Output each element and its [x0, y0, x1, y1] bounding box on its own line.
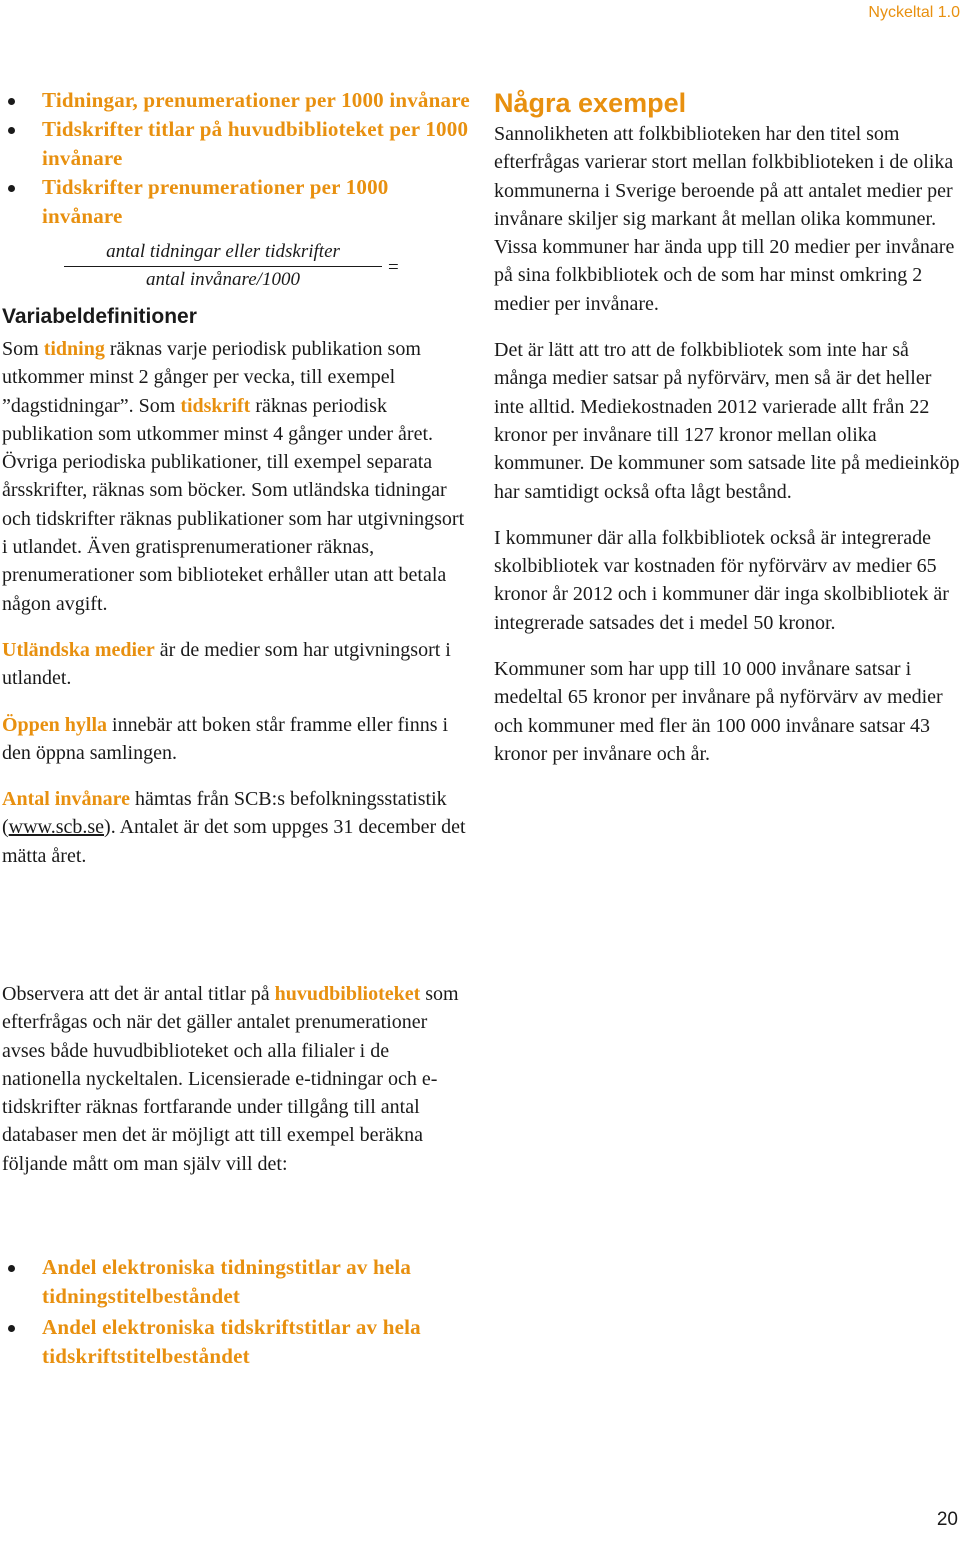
text-run: Observera att det är antal titlar på — [2, 983, 275, 1005]
examples-heading: Några exempel — [494, 88, 687, 118]
indicator-item: Tidskrifter titlar på huvudbiblioteket per 1000 invånare — [2, 115, 470, 173]
term-antal-invanare: Antal invånare — [2, 788, 130, 811]
text-run: är de medier som har utgivningsort i utlandet. — [2, 638, 451, 690]
formula — [64, 241, 470, 291]
text-run: hämtas från SCB:s befolkningsstatistik ( — [2, 788, 447, 839]
indicator-item: Tidningar, prenumerationer per 1000 invånare — [2, 86, 470, 115]
example-paragraph: Det är lätt att tro att de folkbibliotek som inte har så många medier satsar på nyförvärv, men så är det heller inte alltid. Mediekostnaden 2012 varierade allt från 22 kronor per invånare till 127 kronor mellan olika kommuner. De kommuner som satsade lite på medieinköp har samtidigt också ofta lågt bestånd. — [494, 339, 960, 503]
term-utlandska-medier: Utländska medier — [2, 638, 155, 661]
section-heading: Variabeldefinitioner — [2, 305, 197, 328]
note-block — [2, 980, 470, 1178]
text-run: som efterfrågas och när det gäller antalet prenumerationer avses både huvudbiblioteket och alla filialer i de nationella nyckeltalen. Licensierade e-tidningar och e-tidskrifter räknas fortfarande under tillgång till antal databaser men det är möjligt att till exempel beräkna följande mått om man själv vill det: — [2, 983, 459, 1175]
right-column — [494, 86, 960, 768]
indicator-list — [2, 86, 470, 231]
definition-paragraph — [2, 335, 470, 618]
text-run: räknas periodisk publikation som utkommer minst 4 gånger under året. Övriga periodiska publikationer, till exempel separata årsskrifter, räknas som böcker. Som utländska tidningar och tidskrifter räknas publikationer som har utgivningsort i utlandet. Även gratisprenumerationer räknas, prenumerationer som biblioteket erhåller utan att betala någon avgift. — [2, 394, 465, 615]
left-column — [2, 86, 470, 870]
definition-paragraph — [2, 636, 470, 693]
term-huvudbiblioteket: huvudbiblioteket — [274, 983, 421, 1005]
text-run: innebär att boken står framme eller finns i den öppna samlingen. — [2, 713, 449, 764]
document-header-tag: Nyckeltal 1.0 — [868, 4, 960, 21]
definition-paragraph — [2, 785, 470, 870]
formula-denominator: antal invånare/1000 — [146, 269, 300, 290]
text-run: ). Antalet är det som uppges 31 december det mätta året. — [2, 816, 466, 867]
term-tidning: tidning — [43, 338, 105, 360]
measure-item: Andel elektroniska tidskriftstitlar av hela tidskriftstitelbeståndet — [2, 1313, 470, 1371]
formula-numerator: antal tidningar eller tidskrifter — [106, 241, 340, 262]
example-paragraph: I kommuner där alla folkbibliotek också är integrerade skolbibliotek var kostnaden för nyförvärv av medier 65 kronor år 2012 och i kommuner där inga skolbibliotek är integrerade satsades det i medel 50 kronor. — [494, 526, 949, 634]
definition-paragraph — [2, 711, 470, 768]
scb-link[interactable]: www.scb.se — [8, 816, 105, 839]
note-paragraph — [2, 980, 470, 1178]
example-paragraph: Sannolikheten att folkbiblioteken har den titel som efterfrågas varierar stort mellan folkbiblioteken i de olika kommunerna i Sverige beroende på att antalet medier per invånare skiljer sig markant åt mellan olika kommuner. Vissa kommuner har ända upp till 20 medier per invånare på sina folkbibliotek och de som har minst omkring 2 medier per invånare. — [494, 123, 955, 315]
term-oppen-hylla: Öppen hylla — [2, 713, 108, 736]
indicator-item: Tidskrifter prenumerationer per 1000 invånare — [2, 173, 470, 231]
optional-measures-list — [2, 1253, 470, 1371]
example-paragraph: Kommuner som har upp till 10 000 invånare satsar i medeltal 65 kronor per invånare på nyförvärv av medier och kommuner med fler än 100 000 invånare satsar 43 kronor per invånare och år. — [494, 658, 943, 765]
measure-item: Andel elektroniska tidningstitlar av hela tidningstitelbeståndet — [2, 1253, 470, 1311]
formula-equals: = — [388, 257, 399, 278]
formula-fraction — [64, 241, 382, 291]
page-number: 20 — [936, 1509, 958, 1530]
term-tidskrift: tidskrift — [180, 394, 251, 417]
text-run: räknas varje periodisk publikation som utkommer minst 2 gånger per vecka, till exempel ”dagstidningar”. Som — [2, 338, 421, 417]
text-run: Som — [2, 338, 44, 360]
